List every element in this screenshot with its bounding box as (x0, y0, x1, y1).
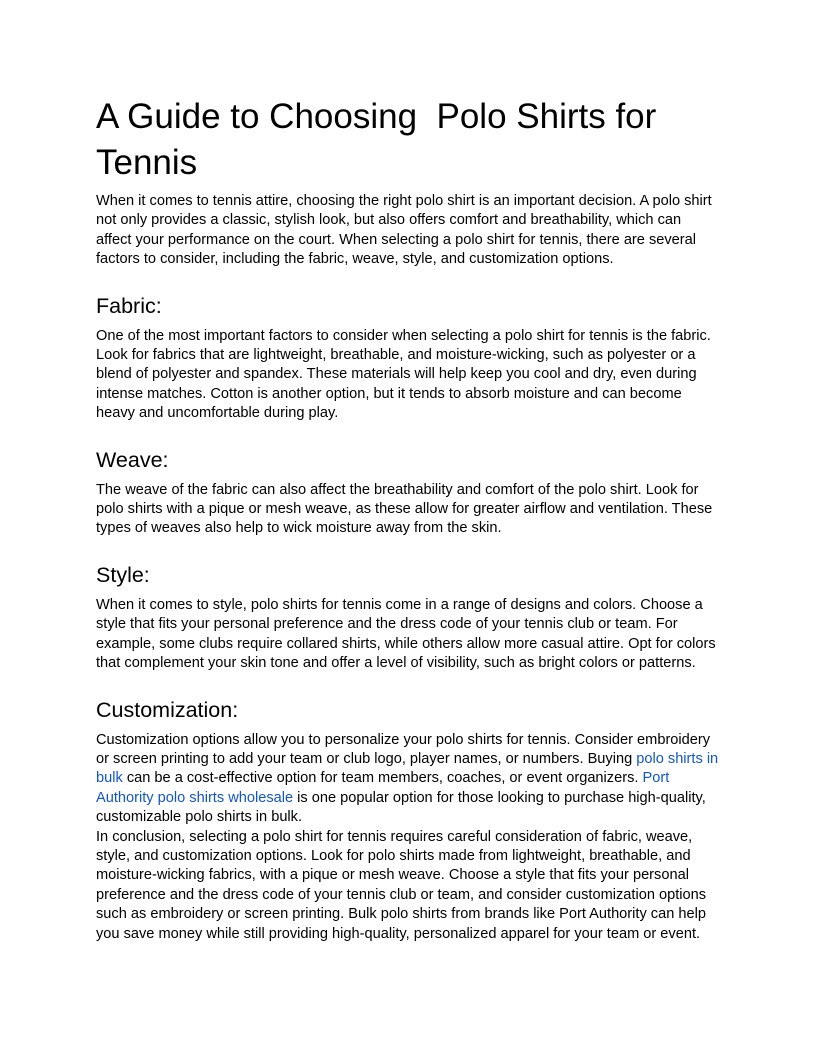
customization-text-2: can be a cost-effective option for team members, coaches, or event organizers. (122, 770, 643, 787)
customization-text-3: is one popular option for those looking to purchase high-quality, customizable polo shirts in bulk. (96, 789, 706, 826)
customization-paragraph (96, 731, 720, 828)
intro-paragraph: When it comes to tennis attire, choosing the right polo shirt is an important decision. A polo shirt not only provides a classic, stylish look, but also offers comfort and breathability, which can affect your performance on the court. When selecting a polo shirt for tennis, there are several factors to consider, including the fabric, weave, style, and customization options. (96, 193, 712, 268)
customization-heading: Customization: (96, 697, 239, 722)
customization-text-1: Customization options allow you to personalize your polo shirts for tennis. Consider embroidery or screen printing to add your team or club logo, player names, or numbers. Buying (96, 731, 711, 767)
fabric-heading: Fabric: (96, 293, 162, 318)
document-page (96, 94, 720, 944)
style-heading: Style: (96, 562, 150, 587)
polo-shirts-in-bulk-link[interactable]: polo shirts in bulk (96, 750, 719, 787)
fabric-paragraph: One of the most important factors to consider when selecting a polo shirt for tennis is the fabric. Look for fabrics that are lightweight, breathable, and moisture-wicking, such as polyester or a blend of polyester and spandex. These materials will help keep you cool and dry, even during intense matches. Cotton is another option, but it tends to absorb moisture and can become heavy and uncomfortable during play. (96, 327, 711, 422)
port-authority-wholesale-link[interactable]: Port Authority polo shirts wholesale (96, 770, 670, 806)
weave-paragraph: The weave of the fabric can also affect the breathability and comfort of the polo shirt. Look for polo shirts with a pique or mesh weave, as these allow for greater airflow and ventilation. These types of weaves also help to wick moisture away from the skin. (96, 481, 713, 537)
weave-heading: Weave: (96, 447, 169, 472)
conclusion-paragraph: In conclusion, selecting a polo shirt for tennis requires careful consideration of fabric, weave, style, and customization options. Look for polo shirts made from lightweight, breathable, and moisture-wicking fabrics, with a pique or mesh weave. Choose a style that fits your personal preference and the dress code of your tennis club or team, and consider customization options such as embroidery or screen printing. Bulk polo shirts from brands like Port Authority can help you save money while still providing high-quality, personalized apparel for your team or event. (96, 828, 707, 942)
page-title: A Guide to Choosing Polo Shirts for Tennis (96, 97, 666, 182)
style-paragraph: When it comes to style, polo shirts for tennis come in a range of designs and colors. Choose a style that fits your personal preference and the dress code of your tennis club or team. For example, some clubs require collared shirts, while others allow more casual attire. Opt for colors that complement your skin tone and offer a level of visibility, such as bright colors or patterns. (96, 596, 716, 672)
